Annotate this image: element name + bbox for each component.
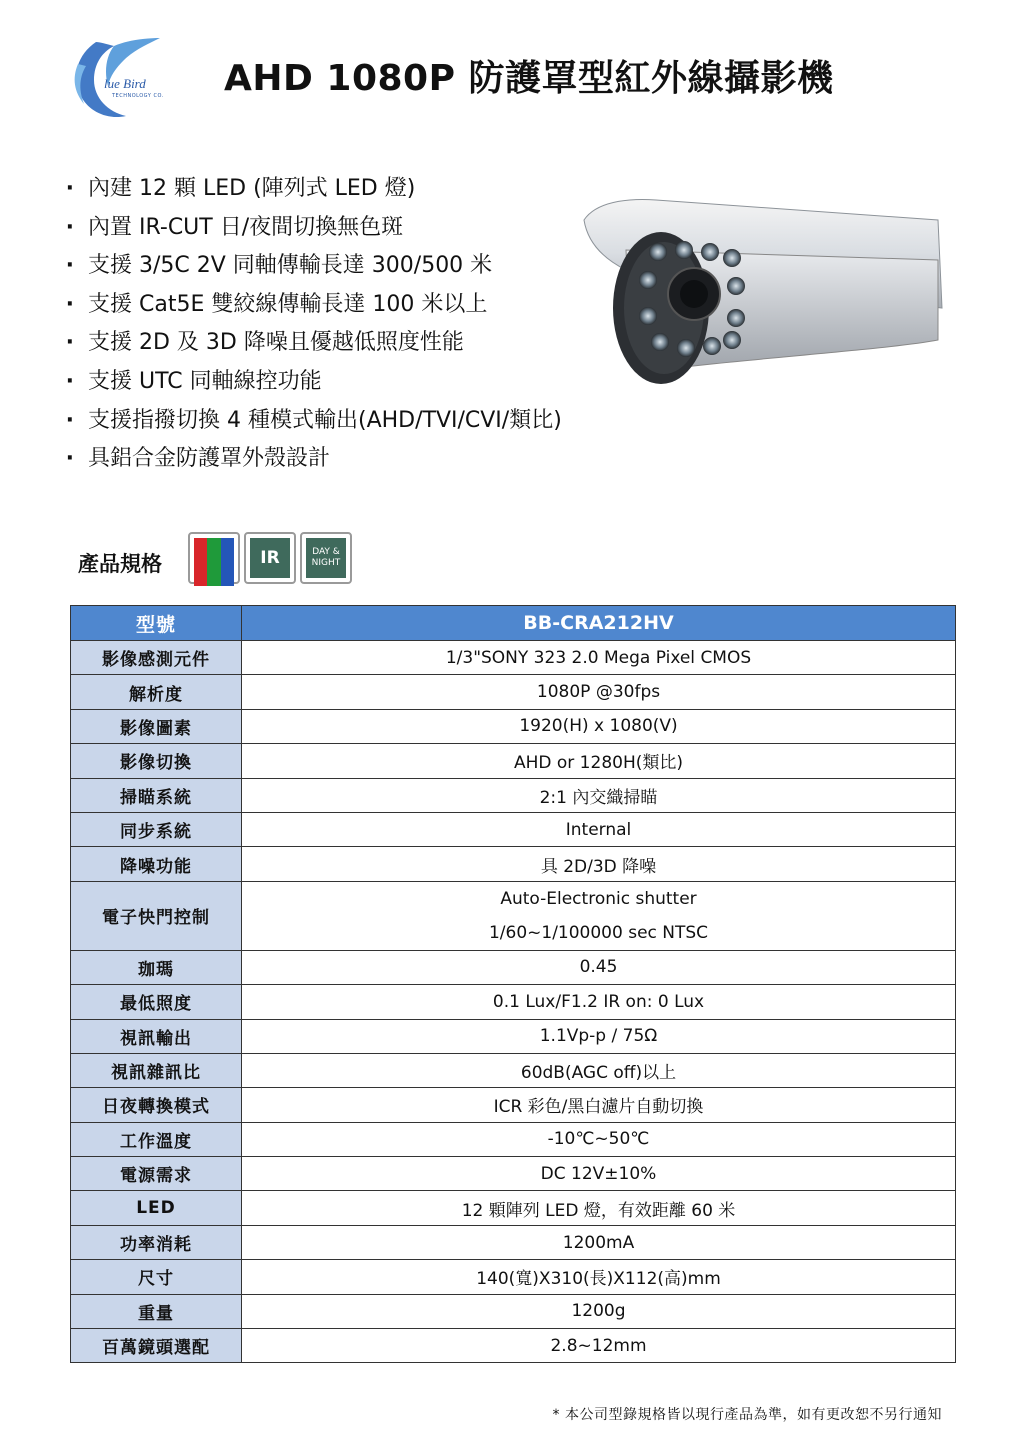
- spec-key: 尺寸: [71, 1260, 242, 1294]
- spec-key: 電子快門控制: [71, 881, 242, 950]
- spec-value: 1.1Vp-p / 75Ω: [242, 1019, 956, 1053]
- spec-key: LED: [71, 1191, 242, 1225]
- table-row: [71, 881, 956, 950]
- table-row: [71, 847, 956, 881]
- bullet-dot: ‧: [66, 330, 74, 356]
- feature-text: 支援 Cat5E 雙絞線傳輸長達 100 米以上: [88, 291, 488, 317]
- feature-item: [66, 440, 562, 479]
- spec-key: 百萬鏡頭選配: [71, 1329, 242, 1363]
- feature-text: 支援 2D 及 3D 降噪且優越低照度性能: [88, 330, 464, 356]
- camera-image: [566, 190, 946, 390]
- table-row: [71, 641, 956, 675]
- day-label: DAY &: [312, 547, 340, 557]
- table-row: [71, 1260, 956, 1294]
- table-row: [71, 709, 956, 743]
- feature-text: 具鋁合金防護罩外殼設計: [88, 446, 331, 472]
- rgb-color-badge: [188, 532, 240, 584]
- spec-section-label: 產品規格: [78, 552, 162, 576]
- feature-text: 內建 12 顆 LED (陣列式 LED 燈): [88, 176, 416, 201]
- ir-badge: [244, 532, 296, 584]
- color-bar: [207, 538, 220, 586]
- table-row: [71, 1053, 956, 1087]
- spec-value: 0.1 Lux/F1.2 IR on: 0 Lux: [242, 985, 956, 1019]
- table-row: [71, 1019, 956, 1053]
- spec-value: 1/3"SONY 323 2.0 Mega Pixel CMOS: [242, 641, 956, 675]
- spec-value: DC 12V±10%: [242, 1157, 956, 1191]
- spec-table: [70, 605, 956, 1363]
- bullet-dot: ‧: [66, 446, 74, 472]
- spec-value: AHD or 1280H(類比): [242, 744, 956, 778]
- table-row: [71, 985, 956, 1019]
- bullet-dot: ‧: [66, 214, 74, 240]
- day-night-badge: [300, 532, 352, 584]
- spec-value-line: 1/60~1/100000 sec NTSC: [488, 922, 709, 943]
- spec-value: 140(寬)X310(長)X112(高)mm: [242, 1260, 956, 1294]
- model-value: BB-CRA212HV: [242, 606, 956, 641]
- feature-item: [66, 247, 562, 286]
- spec-value: 12 顆陣列 LED 燈，有效距離 60 米: [242, 1191, 956, 1225]
- spec-value: [242, 881, 956, 950]
- table-row: [71, 812, 956, 846]
- ir-badge-label: IR: [250, 538, 290, 578]
- spec-value: 1200g: [242, 1294, 956, 1328]
- feature-item: [66, 286, 562, 325]
- bullet-dot: ‧: [66, 368, 74, 394]
- spec-key: 影像感測元件: [71, 641, 242, 675]
- feature-item: [66, 324, 562, 363]
- table-row: [71, 675, 956, 709]
- spec-key: 降噪功能: [71, 847, 242, 881]
- table-row: [71, 1294, 956, 1328]
- spec-value: 具 2D/3D 降噪: [242, 847, 956, 881]
- footnote: * 本公司型錄規格皆以現行產品為準，如有更改恕不另行通知: [552, 1407, 942, 1423]
- logo-text: lue Bird: [104, 76, 146, 91]
- spec-key: 日夜轉換模式: [71, 1088, 242, 1122]
- spec-key: 功率消耗: [71, 1225, 242, 1259]
- table-row: [71, 1088, 956, 1122]
- feature-text: 支援 UTC 同軸線控功能: [88, 368, 322, 394]
- feature-text: 支援指撥切換 4 種模式輸出(AHD/TVI/CVI/類比): [88, 407, 562, 433]
- table-row: [71, 1157, 956, 1191]
- logo-subtext: TECHNOLOGY CO.: [112, 93, 164, 99]
- spec-key: 掃瞄系統: [71, 778, 242, 812]
- feature-item: [66, 363, 562, 402]
- spec-value: 1080P @30fps: [242, 675, 956, 709]
- table-row: [71, 1122, 956, 1156]
- spec-key: 最低照度: [71, 985, 242, 1019]
- table-header-row: [71, 606, 956, 641]
- spec-value: 1200mA: [242, 1225, 956, 1259]
- spec-key: 解析度: [71, 675, 242, 709]
- page-title: AHD 1080P 防護罩型紅外線攝影機: [224, 58, 834, 99]
- feature-item: [66, 170, 562, 209]
- night-label: NIGHT: [311, 558, 341, 568]
- table-row: [71, 778, 956, 812]
- spec-key: 重量: [71, 1294, 242, 1328]
- feature-text: 內置 IR-CUT 日/夜間切換無色斑: [88, 214, 404, 240]
- spec-key: 工作溫度: [71, 1122, 242, 1156]
- spec-key: 影像圖素: [71, 709, 242, 743]
- feature-item: [66, 209, 562, 248]
- spec-key: 視訊輸出: [71, 1019, 242, 1053]
- spec-key: 珈瑪: [71, 950, 242, 984]
- spec-value: Internal: [242, 812, 956, 846]
- spec-value: 60dB(AGC off)以上: [242, 1053, 956, 1087]
- bullet-dot: ‧: [66, 176, 74, 201]
- spec-key: 同步系統: [71, 812, 242, 846]
- bullet-dot: ‧: [66, 407, 74, 433]
- spec-value-line: Auto-Electronic shutter: [500, 888, 697, 909]
- table-row: [71, 950, 956, 984]
- feature-item: [66, 402, 562, 441]
- model-key: 型號: [71, 606, 242, 641]
- feature-text: 支援 3/5C 2V 同軸傳輸長達 300/500 米: [88, 253, 493, 279]
- spec-key: 影像切換: [71, 744, 242, 778]
- spec-key: 視訊雜訊比: [71, 1053, 242, 1087]
- spec-value: 2:1 內交織掃瞄: [242, 778, 956, 812]
- color-bar: [221, 538, 234, 586]
- spec-key: 電源需求: [71, 1157, 242, 1191]
- bullet-dot: ‧: [66, 291, 74, 317]
- spec-value: ICR 彩色/黑白濾片自動切換: [242, 1088, 956, 1122]
- color-bar: [194, 538, 207, 586]
- table-row: [71, 1329, 956, 1363]
- spec-value: 2.8~12mm: [242, 1329, 956, 1363]
- spec-value: 0.45: [242, 950, 956, 984]
- feature-list: [66, 170, 562, 479]
- spec-value: 1920(H) x 1080(V): [242, 709, 956, 743]
- bullet-dot: ‧: [66, 253, 74, 279]
- table-row: [71, 1225, 956, 1259]
- spec-value: -10℃~50℃: [242, 1122, 956, 1156]
- table-row: [71, 744, 956, 778]
- table-row: [71, 1191, 956, 1225]
